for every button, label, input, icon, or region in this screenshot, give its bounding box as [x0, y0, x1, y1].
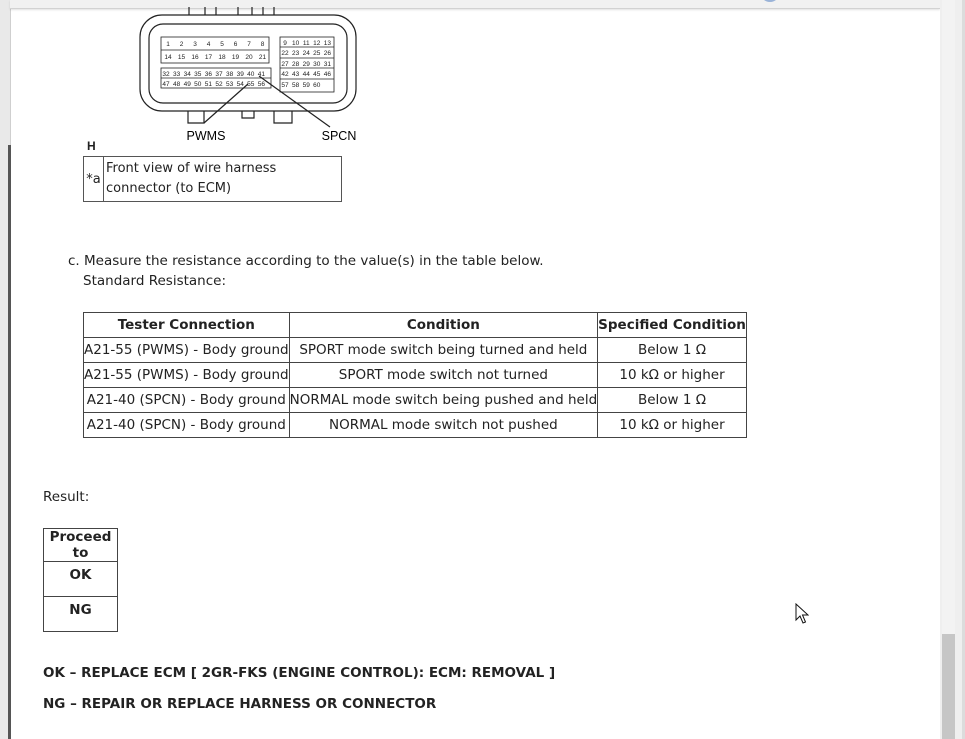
proceed-option-ok: OK [44, 562, 118, 597]
legend-table [83, 156, 342, 202]
pin-number: 52 [215, 81, 223, 88]
pin-number: 48 [172, 81, 181, 88]
mouse-pointer-icon [795, 603, 809, 625]
table-row [84, 363, 747, 388]
scrollbar-thumb[interactable] [942, 634, 955, 739]
proceed-header: Proceed to [44, 529, 118, 562]
proceed-option-ng: NG [44, 597, 118, 632]
header-condition: Condition [289, 313, 598, 338]
pin-number: 40 [247, 71, 255, 78]
cell-condition: SPORT mode switch being turned and held [289, 338, 598, 363]
cell-tester-connection: A21-55 (PWMS) - Body ground [84, 338, 290, 363]
pin-number: 7 [247, 41, 251, 48]
cell-specified-condition: 10 kΩ or higher [598, 413, 747, 438]
pin-number: 53 [225, 81, 234, 88]
pin-number: 41 [257, 71, 266, 78]
cell-condition: NORMAL mode switch being pushed and held [289, 388, 598, 413]
pin-number: 38 [225, 71, 234, 78]
standard-resistance-label: Standard Resistance: [83, 273, 227, 289]
cell-condition: SPORT mode switch not turned [289, 363, 598, 388]
pin-number: 47 [162, 81, 170, 88]
cell-condition: NORMAL mode switch not pushed [289, 413, 598, 438]
pin-number: 9 [283, 40, 287, 47]
header-specified-condition: Specified Condition [598, 313, 747, 338]
cell-specified-condition: Below 1 Ω [598, 338, 747, 363]
pin-number: 13 [323, 40, 332, 47]
pin-number: 32 [162, 71, 170, 78]
resistance-table [83, 312, 747, 438]
ok-action[interactable]: OK – REPLACE ECM [ 2GR-FKS (ENGINE CONTROL): ECM: REMOVAL ] [43, 665, 556, 681]
pin-number: 31 [323, 61, 332, 68]
pin-number: 19 [231, 54, 240, 61]
pin-number: 56 [257, 81, 266, 88]
pin-number: 42 [281, 71, 289, 78]
pin-number: 21 [258, 54, 267, 61]
pin-number: 18 [218, 54, 226, 61]
pin-number: 50 [194, 81, 202, 88]
table-row [84, 388, 747, 413]
pin-number: 26 [323, 50, 332, 57]
pin-number: 25 [313, 50, 321, 57]
pin-number: 34 [183, 71, 191, 78]
pin-number: 5 [220, 41, 224, 48]
pin-number: 14 [164, 54, 172, 61]
pin-number: 57 [281, 82, 289, 89]
table-row [84, 338, 747, 363]
pin-number: 35 [194, 71, 202, 78]
vertical-scrollbar[interactable] [942, 0, 955, 739]
legend-description: Front view of wire harness connector (to ECM) [104, 157, 342, 202]
pin-number: 3 [193, 41, 197, 48]
legend-letter: H [87, 139, 96, 153]
table-row [84, 413, 747, 438]
pin-number: 12 [313, 40, 321, 47]
pin-number: 46 [323, 71, 332, 78]
pin-number: 15 [177, 54, 186, 61]
pin-number: 16 [191, 54, 199, 61]
pin-number: 1 [166, 41, 170, 48]
cell-tester-connection: A21-40 (SPCN) - Body ground [84, 413, 290, 438]
pin-number: 8 [260, 41, 265, 48]
pin-number: 28 [291, 61, 300, 68]
pin-number: 27 [281, 61, 289, 68]
pin-number: 59 [302, 82, 310, 89]
pin-number: 4 [206, 41, 211, 48]
pin-number: 39 [236, 71, 244, 78]
pin-number: 37 [215, 71, 223, 78]
pin-number: 20 [245, 54, 253, 61]
pin-number: 29 [302, 61, 310, 68]
pin-number: 24 [302, 50, 310, 57]
pin-number: 58 [291, 82, 300, 89]
cell-specified-condition: 10 kΩ or higher [598, 363, 747, 388]
pin-number: 2 [179, 41, 184, 48]
pin-number: 11 [302, 40, 310, 47]
pin-number: 36 [204, 71, 213, 78]
pin-number: 17 [204, 54, 213, 61]
proceed-table [43, 528, 118, 632]
pin-number: 44 [302, 71, 310, 78]
pin-label-pwms: PWMS [186, 129, 226, 143]
ng-action: NG – REPAIR OR REPLACE HARNESS OR CONNECTOR [43, 696, 437, 712]
pin-number: 22 [281, 50, 289, 57]
result-label: Result: [43, 489, 90, 505]
step-instruction: c. Measure the resistance according to the value(s) in the table below. [68, 253, 544, 269]
pin-number: 33 [172, 71, 181, 78]
pin-number: 43 [291, 71, 300, 78]
pin-number: 51 [204, 81, 213, 88]
header-tester-connection: Tester Connection [84, 313, 290, 338]
pin-number: 23 [291, 50, 300, 57]
pin-number: 54 [236, 81, 244, 88]
pin-number: 30 [313, 61, 321, 68]
cell-tester-connection: A21-55 (PWMS) - Body ground [84, 363, 290, 388]
pin-number: 55 [247, 81, 255, 88]
pin-number: 6 [233, 41, 238, 48]
pin-number: 49 [183, 81, 191, 88]
pin-number: 60 [313, 82, 321, 89]
connector-diagram [120, 0, 380, 150]
pin-number: 10 [291, 40, 300, 47]
pin-number: 45 [313, 71, 321, 78]
cell-tester-connection: A21-40 (SPCN) - Body ground [84, 388, 290, 413]
cell-specified-condition: Below 1 Ω [598, 388, 747, 413]
pin-label-spcn: SPCN [321, 129, 357, 143]
window-left-border [8, 145, 11, 739]
legend-key: *a [84, 157, 104, 202]
